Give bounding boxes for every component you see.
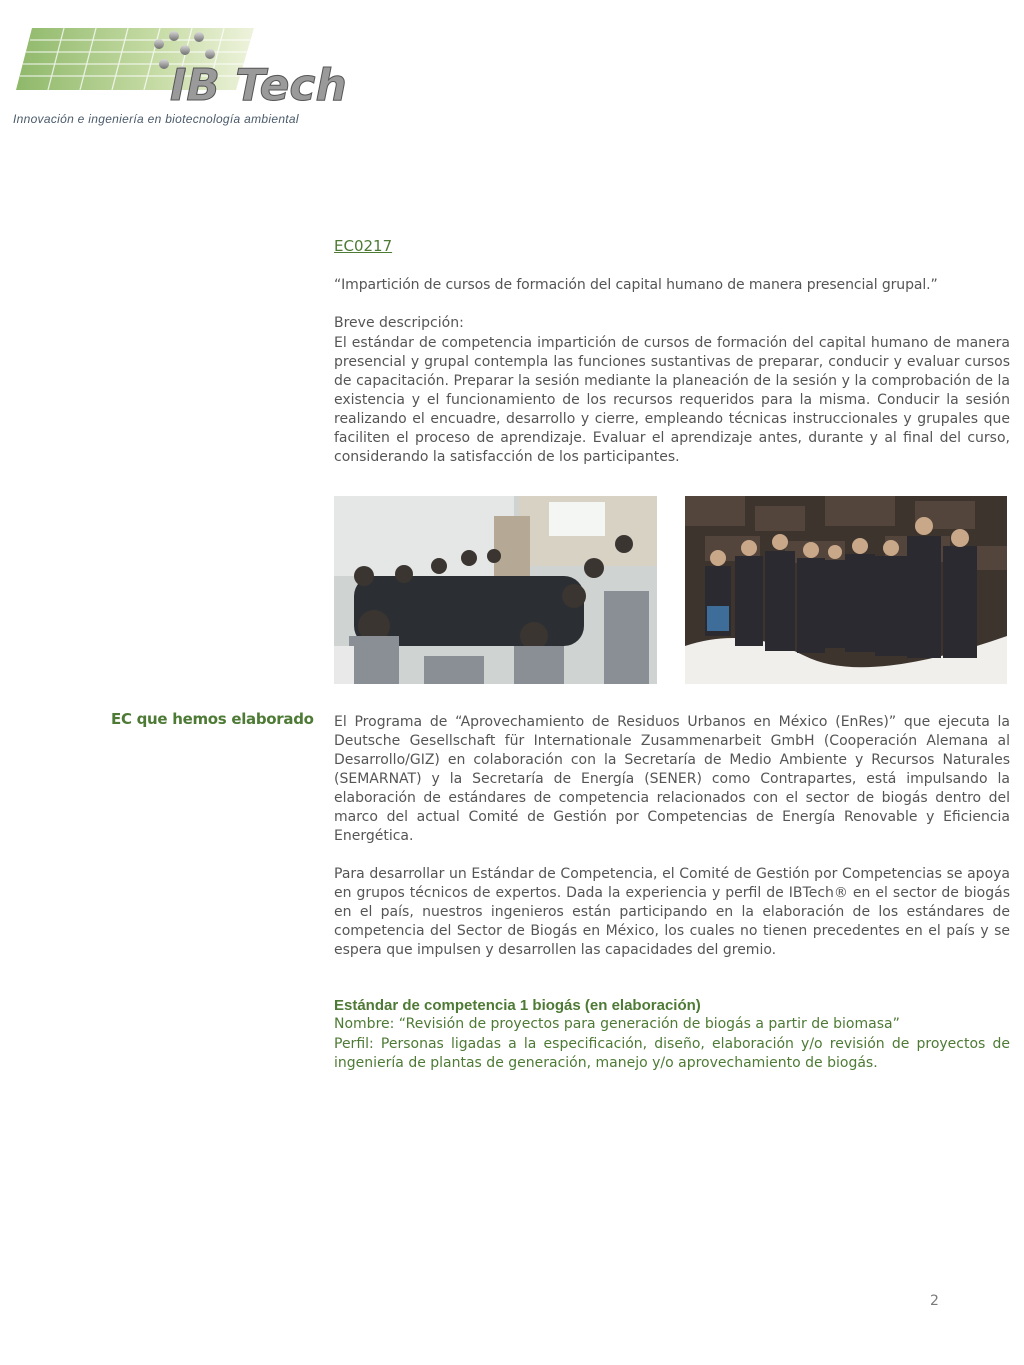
- page-number: 2: [930, 1293, 939, 1309]
- company-tagline: Innovación e ingeniería en biotecnología ambiental: [13, 112, 299, 126]
- description-heading: Breve descripción:: [334, 315, 464, 331]
- ibtech-logo-graphic: [14, 12, 347, 112]
- section-heading-elaborated: EC que hemos elaborado: [111, 710, 314, 728]
- paragraph-competency-development: Para desarrollar un Estándar de Competencia, el Comité de Gestión por Competencias se apoya en grupos técnicos de expertos. Dada la experiencia y perfil de IBTech® en el sector de biogás en el país, nuestros ingenieros están participando en la elaboración de los estándares de competencia del Sector de Biogás en México, los cuales no tienen precedentes en el país y se espera que impulsen y desarrollen las capacidades del gremio.: [334, 866, 1010, 958]
- description-body: El estándar de competencia impartición de cursos de formación del capital humano de manera presencial y grupal contempla las funciones sustantivas de preparar, conducir y evaluar cursos de capacitación. Preparar la sesión mediante la planeación de la sesión y la comprobación de la existencia y el funcionamiento de los recursos requeridos para la misma. Conducir la sesión realizando el encuadre, desarrollo y cierre, empleando técnicas instruccionales y grupales que faciliten el proceso de aprendizaje. Evaluar el aprendizaje antes, durante y al final del curso, considerando la satisfacción de los participantes.: [334, 335, 1010, 465]
- ec-code-link[interactable]: EC0217: [334, 237, 393, 255]
- standard-name: Nombre: “Revisión de proyectos para generación de biogás a partir de biomasa”: [334, 1016, 900, 1032]
- training-session-photo: [334, 496, 657, 684]
- company-logo: [14, 12, 347, 112]
- standard-heading: Estándar de competencia 1 biogás (en elaboración): [334, 997, 701, 1014]
- group-photo: [685, 496, 1007, 684]
- ec-title: “Impartición de cursos de formación del capital humano de manera presencial grupal.”: [334, 277, 938, 293]
- standard-profile: Perfil: Personas ligadas a la especificación, diseño, elaboración y/o revisión de proyectos de ingeniería de plantas de generación, manejo y/o aprovechamiento de biogás.: [334, 1036, 1010, 1071]
- paragraph-enres-program: El Programa de “Aprovechamiento de Residuos Urbanos en México (EnRes)” que ejecuta la Deutsche Gesellschaft für Internationale Zusammenarbeit GmbH (Cooperación Alemana al Desarrollo/GIZ) en colaboración con la Secretaría de Medio Ambiente y Recursos Naturales (SEMARNAT) y la Secretaría de Energía (SENER) como Contrapartes, está impulsando la elaboración de estándares de competencia relacionados con el sector de biogás dentro del marco del actual Comité de Gestión por Competencias de Energía Renovable y Eficiencia Energética.: [334, 714, 1010, 844]
- logo-text: IB Tech: [170, 60, 347, 111]
